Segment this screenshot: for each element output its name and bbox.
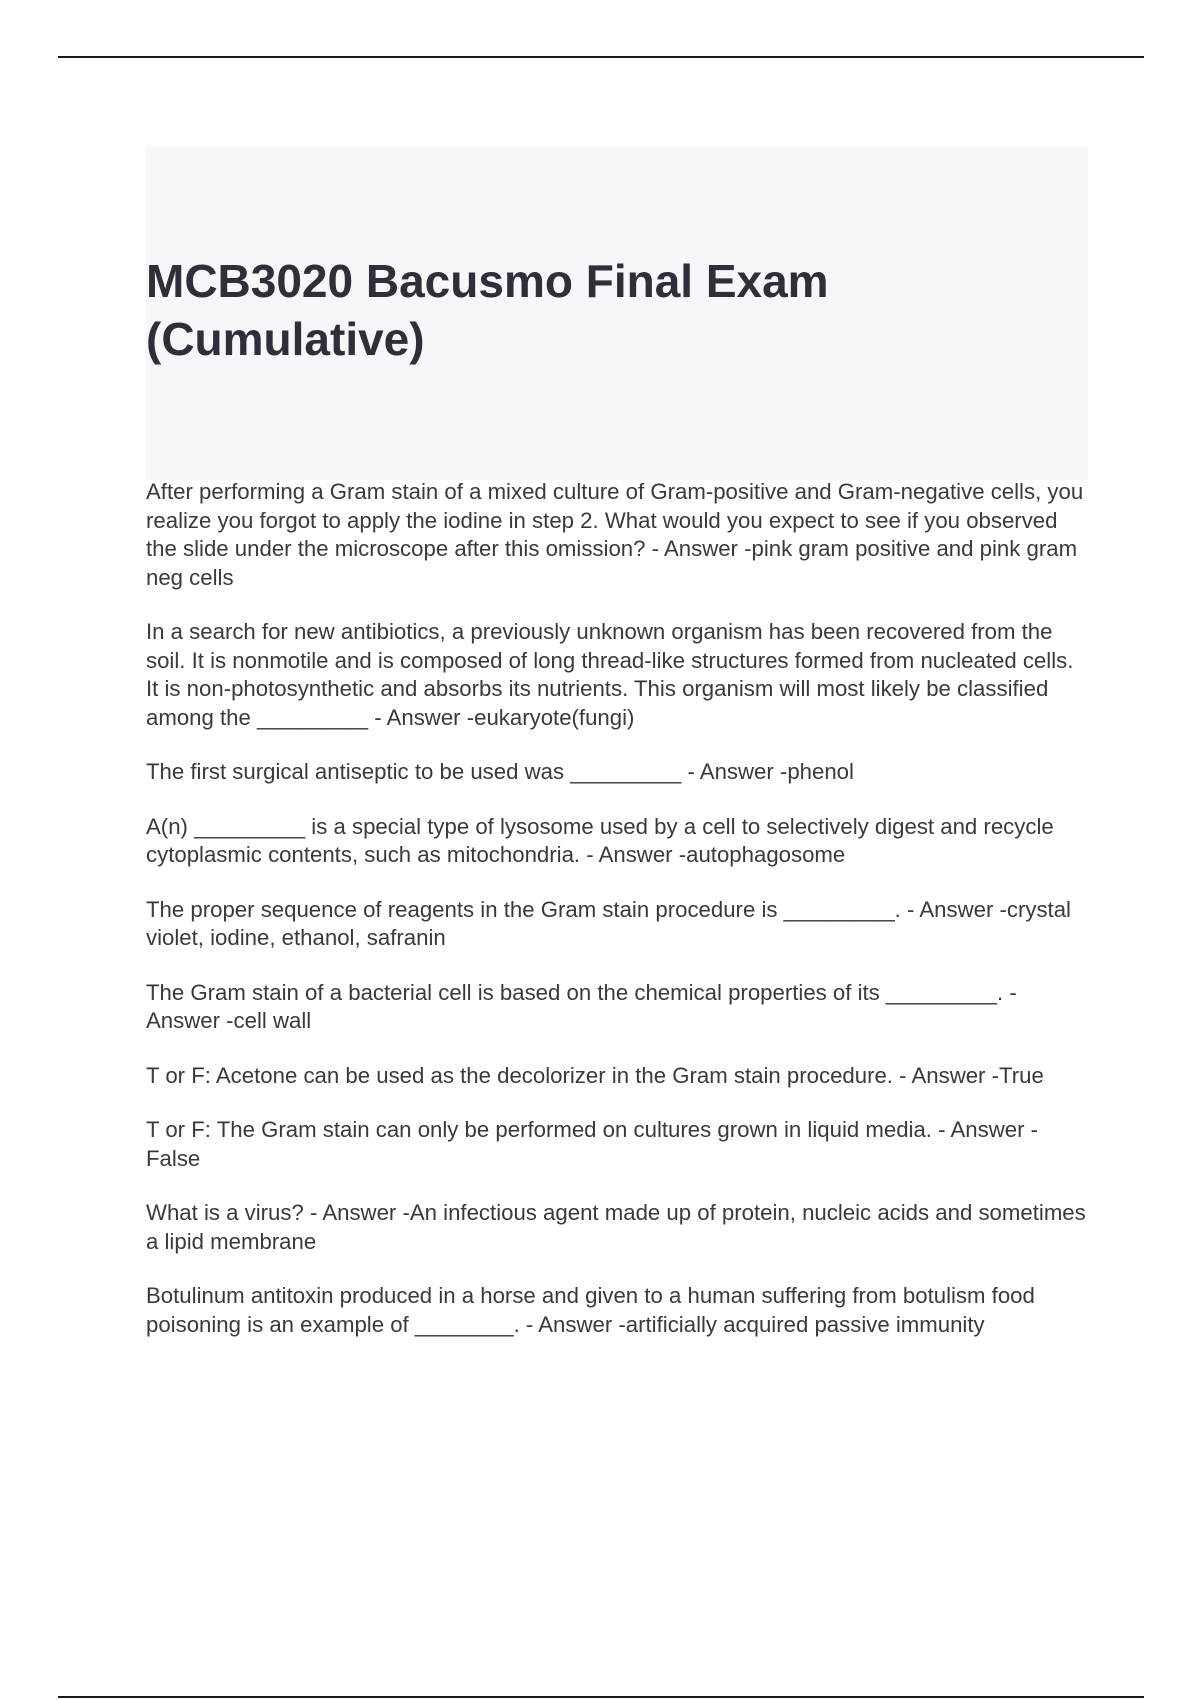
bottom-rule [58, 1696, 1144, 1698]
top-rule [58, 56, 1144, 58]
qa-item-4: A(n) _________ is a special type of lysosome used by a cell to selectively digest and recycle cytoplasmic contents, such as mitochondria. - Answer -autophagosome [146, 813, 1054, 867]
qa-item-9: What is a virus? - Answer -An infectious agent made up of protein, nucleic acids and sometimes a lipid membrane [146, 1200, 1086, 1254]
question-answer-list [146, 478, 1090, 1365]
qa-item-5: The proper sequence of reagents in the Gram stain procedure is _________. - Answer -crystal violet, iodine, ethanol, safranin [146, 896, 1071, 950]
qa-item-8: T or F: The Gram stain can only be performed on cultures grown in liquid media. - Answer -False [146, 1117, 1039, 1171]
qa-item-3: The first surgical antiseptic to be used was _________ - Answer -phenol [146, 759, 854, 784]
qa-item-1: After performing a Gram stain of a mixed culture of Gram-positive and Gram-negative cells, you realize you forgot to apply the iodine in step 2. What would you expect to see if you observed the slide under the microscope after this omission? - Answer -pink gram positive and pink gram neg cells [146, 479, 1084, 590]
qa-item-6: The Gram stain of a bacterial cell is based on the chemical properties of its _________. - Answer -cell wall [146, 979, 1017, 1033]
qa-item-2: In a search for new antibiotics, a previously unknown organism has been recovered from the soil. It is nonmotile and is composed of long thread-like structures formed from nucleated cells. It is non-photosynthetic and absorbs its nutrients. This organism will most likely be classified among the _________ - Answer -eukaryote(fungi) [146, 619, 1074, 730]
qa-item-7: T or F: Acetone can be used as the decolorizer in the Gram stain procedure. - Answer -True [146, 1062, 1044, 1088]
qa-item-10: Botulinum antitoxin produced in a horse and given to a human suffering from botulism food poisoning is an example of ________. - Answer -artificially acquired passive immunity [146, 1283, 1035, 1337]
page-title: MCB3020 Bacusmo Final Exam (Cumulative) [146, 255, 829, 365]
